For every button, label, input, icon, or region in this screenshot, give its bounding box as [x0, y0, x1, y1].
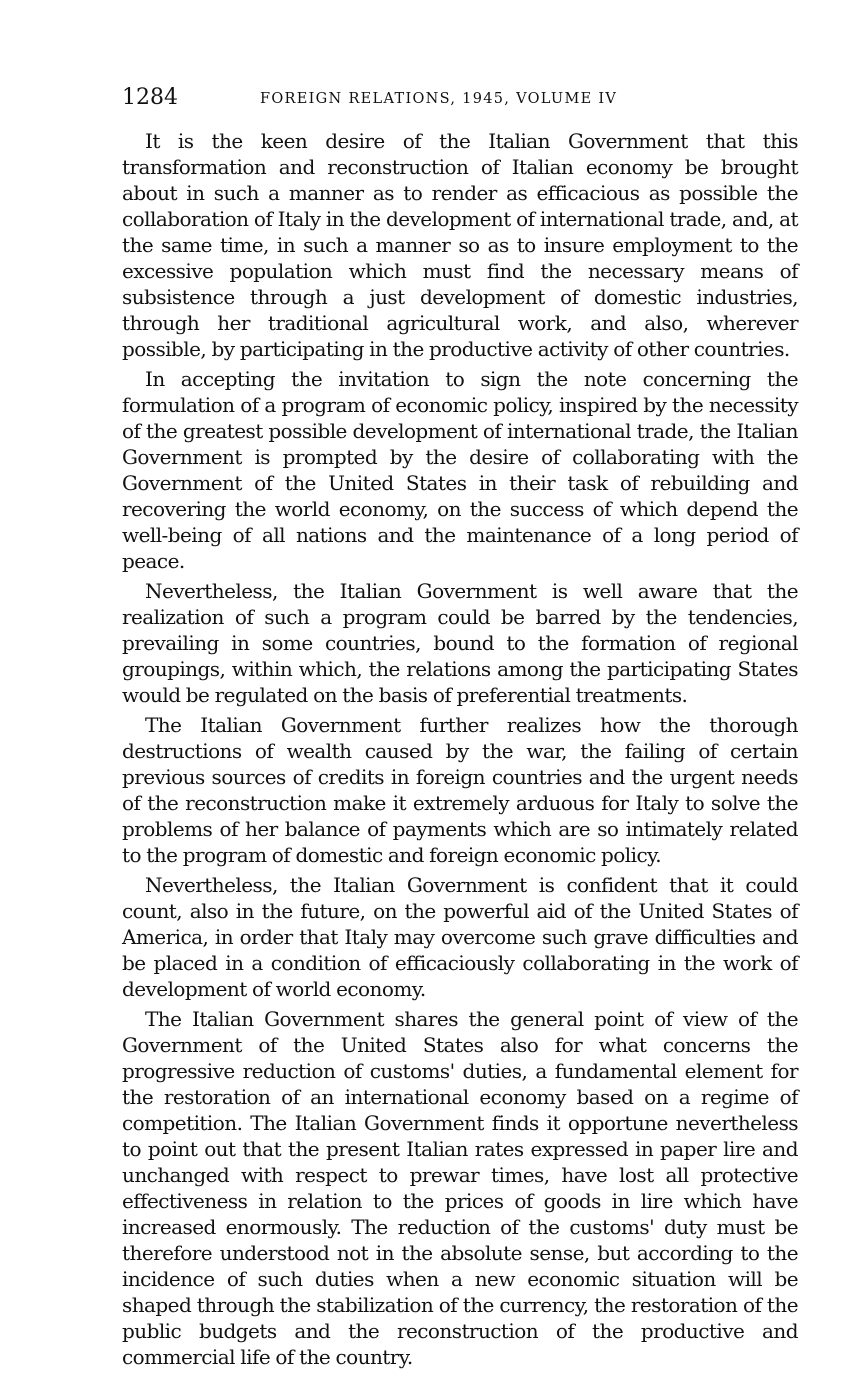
page-header	[122, 86, 802, 112]
paragraph: Nevertheless, the Italian Government is well aware that the realization of such a program could be barred by the tendencies, prevailing in some countries, bound to the formation of regional groupings, within which, the relations among the participating States would be regulated on the basis of preferential treatments.	[122, 579, 798, 707]
paragraph: The Italian Government further realizes how the thorough destructions of wealth caused by the war, the failing of certain previous sources of credits in foreign countries and the urgent needs of the reconstruction make it extremely arduous for Italy to solve the problems of her balance of payments which are so intimately related to the program of domestic and foreign economic policy.	[122, 713, 798, 867]
running-head: FOREIGN RELATIONS, 1945, VOLUME IV	[260, 91, 618, 107]
page-number: 1284	[122, 85, 178, 110]
paragraph: It is the keen desire of the Italian Government that this transformation and reconstruction of Italian economy be brought about in such a manner as to render as efficacious as possible the collaboration of Italy in the development of international trade, and, at the same time, in such a manner so as to insure employment to the excessive population which must find the necessary means of subsistence through a just development of domestic industries, through her traditional agricultural work, and also, wherever possible, by participating in the productive activity of other countries.	[122, 129, 798, 361]
paragraph: In accepting the invitation to sign the note concerning the formulation of a program of economic policy, inspired by the necessity of the greatest possible development of international trade, the Italian Government is prompted by the desire of collaborating with the Government of the United States in their task of rebuilding and recovering the world economy, on the success of which depend the well-being of all nations and the maintenance of a long period of peace.	[122, 367, 798, 573]
paragraph: The Italian Government shares the general point of view of the Government of the United States also for what concerns the progressive reduction of customs' duties, a fundamental element for the restoration of an international economy based on a regime of competition. The Italian Government finds it opportune nevertheless to point out that the present Italian rates expressed in paper lire and unchanged with respect to prewar times, have lost all protective effectiveness in relation to the prices of goods in lire which have increased enormously. The reduction of the customs' duty must be therefore understood not in the absolute sense, but according to the incidence of such duties when a new economic situation will be shaped through the stabilization of the currency, the restoration of the public budgets and the reconstruction of the productive and commercial life of the country.	[122, 1007, 798, 1369]
body-text	[122, 128, 798, 1374]
paragraph: Nevertheless, the Italian Government is confident that it could count, also in the future, on the powerful aid of the United States of America, in order that Italy may overcome such grave difficulties and be placed in a condition of efficaciously collaborating in the work of development of world economy.	[122, 873, 798, 1001]
